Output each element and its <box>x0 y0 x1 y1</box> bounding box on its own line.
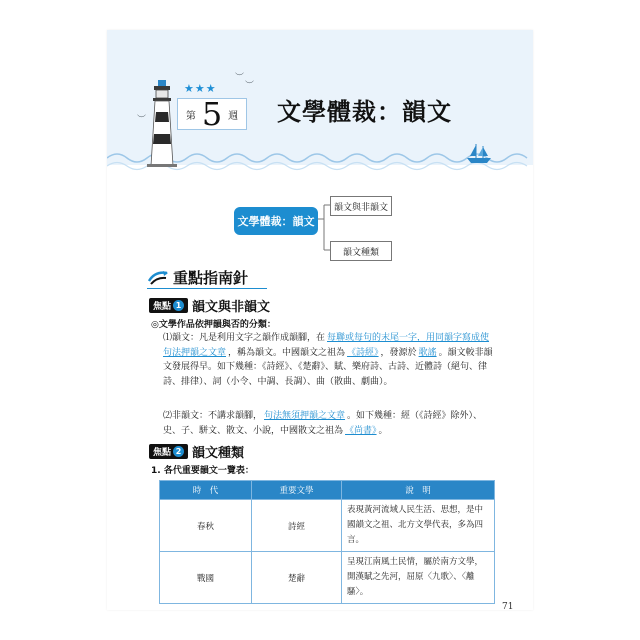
section-title: 重點指南針 <box>173 269 249 287</box>
era-cell: 春秋 <box>160 500 252 552</box>
table-row <box>160 552 495 604</box>
concept-map-center: 文學體裁：韻文 <box>234 207 318 235</box>
concept-map-branch: 韻文與非韻文 <box>330 196 392 216</box>
concept-map-branch: 韻文種類 <box>330 241 392 261</box>
era-cell: 戰國 <box>160 552 252 604</box>
description-cell: 呈現江南風土民情，屬於南方文學，開漢賦之先河，屈原〈九歌〉、〈離騷〉。 <box>342 552 495 604</box>
answer-blank: 《尚書》 <box>345 425 377 436</box>
bird-icon: ︶ <box>245 81 255 91</box>
table-header-row <box>160 481 495 500</box>
item-rhymed-verse <box>163 331 497 389</box>
focus-point-2-heading <box>149 442 244 461</box>
table-header: 時 代 <box>160 481 252 500</box>
answer-blank: 句法無須押韻之文章 <box>264 411 346 421</box>
week-prefix: 第 <box>185 110 196 122</box>
table-header: 說 明 <box>342 481 495 500</box>
focus-tag-label: 焦點 <box>153 448 172 458</box>
focus-tag-label: 焦點 <box>153 302 172 312</box>
table-header: 重要文學 <box>252 481 342 500</box>
bird-icon: ︶ <box>137 115 147 125</box>
text: ，稱為韻文。中國韻文之祖為 <box>228 347 346 358</box>
section-underline <box>147 288 267 289</box>
work-cell: 詩經 <box>252 500 342 552</box>
text: 。如下幾種：經（《詩經》除外）、史、子、駢文、散文、小說，中國散文之祖為 <box>163 411 483 436</box>
page-number: 71 <box>502 602 514 610</box>
work-cell: 楚辭 <box>252 552 342 604</box>
text: 。 <box>378 425 388 436</box>
focus-number: 1 <box>173 300 184 311</box>
description-cell: 表現黃河流域人民生活、思想，是中國韻文之祖、北方文學代表，多為四言。 <box>342 500 495 552</box>
focus-number: 2 <box>173 446 184 457</box>
focus-title: 韻文種類 <box>192 446 245 461</box>
text: 。韻文較非韻文發展得早。如下幾種：《詩經》、《楚辭》、賦、樂府詩、古詩、近體詩（絕句、律詩、排律）、詞（小令、中調、長調）、曲（散曲、劇曲）。 <box>163 347 493 387</box>
text: ⑴韻文：凡是利用文字之韻作成韻腳，在 <box>163 333 326 343</box>
table-row <box>160 500 495 552</box>
text: ⑵非韻文：不講求韻腳， <box>163 411 263 421</box>
focus-point-1-heading <box>149 296 270 315</box>
focus-title: 韻文與非韻文 <box>192 300 271 315</box>
text: ，發源於 <box>380 347 417 358</box>
focus-tag <box>149 298 188 313</box>
verse-types-table <box>159 480 495 604</box>
focus-tag <box>149 444 188 459</box>
chapter-title: 文學體裁：韻文 <box>277 98 452 126</box>
section-heading <box>147 267 248 288</box>
textbook-page <box>107 30 533 610</box>
answer-blank: 歌謠 <box>418 347 437 358</box>
item-non-rhymed <box>163 409 497 438</box>
week-label <box>177 95 247 133</box>
concept-map <box>234 195 494 260</box>
bird-icon: ︶ <box>235 73 245 83</box>
week-number: 5 <box>201 95 223 133</box>
answer-blank: 每聯或每句的末尾一字，用同韻字寫成使句法押韻之文章 <box>163 333 490 358</box>
lighthouse-icon <box>142 78 182 168</box>
table-caption: 1. 各代重要韻文一覽表： <box>151 466 254 476</box>
compass-icon <box>147 269 169 287</box>
classification-subheading: ◎文學作品依押韻與否的分類： <box>151 320 276 330</box>
difficulty-stars: ★★★ <box>184 82 217 95</box>
answer-blank: 《詩經》 <box>347 347 379 358</box>
sailboat-icon <box>464 142 494 164</box>
week-suffix: 週 <box>228 110 239 122</box>
